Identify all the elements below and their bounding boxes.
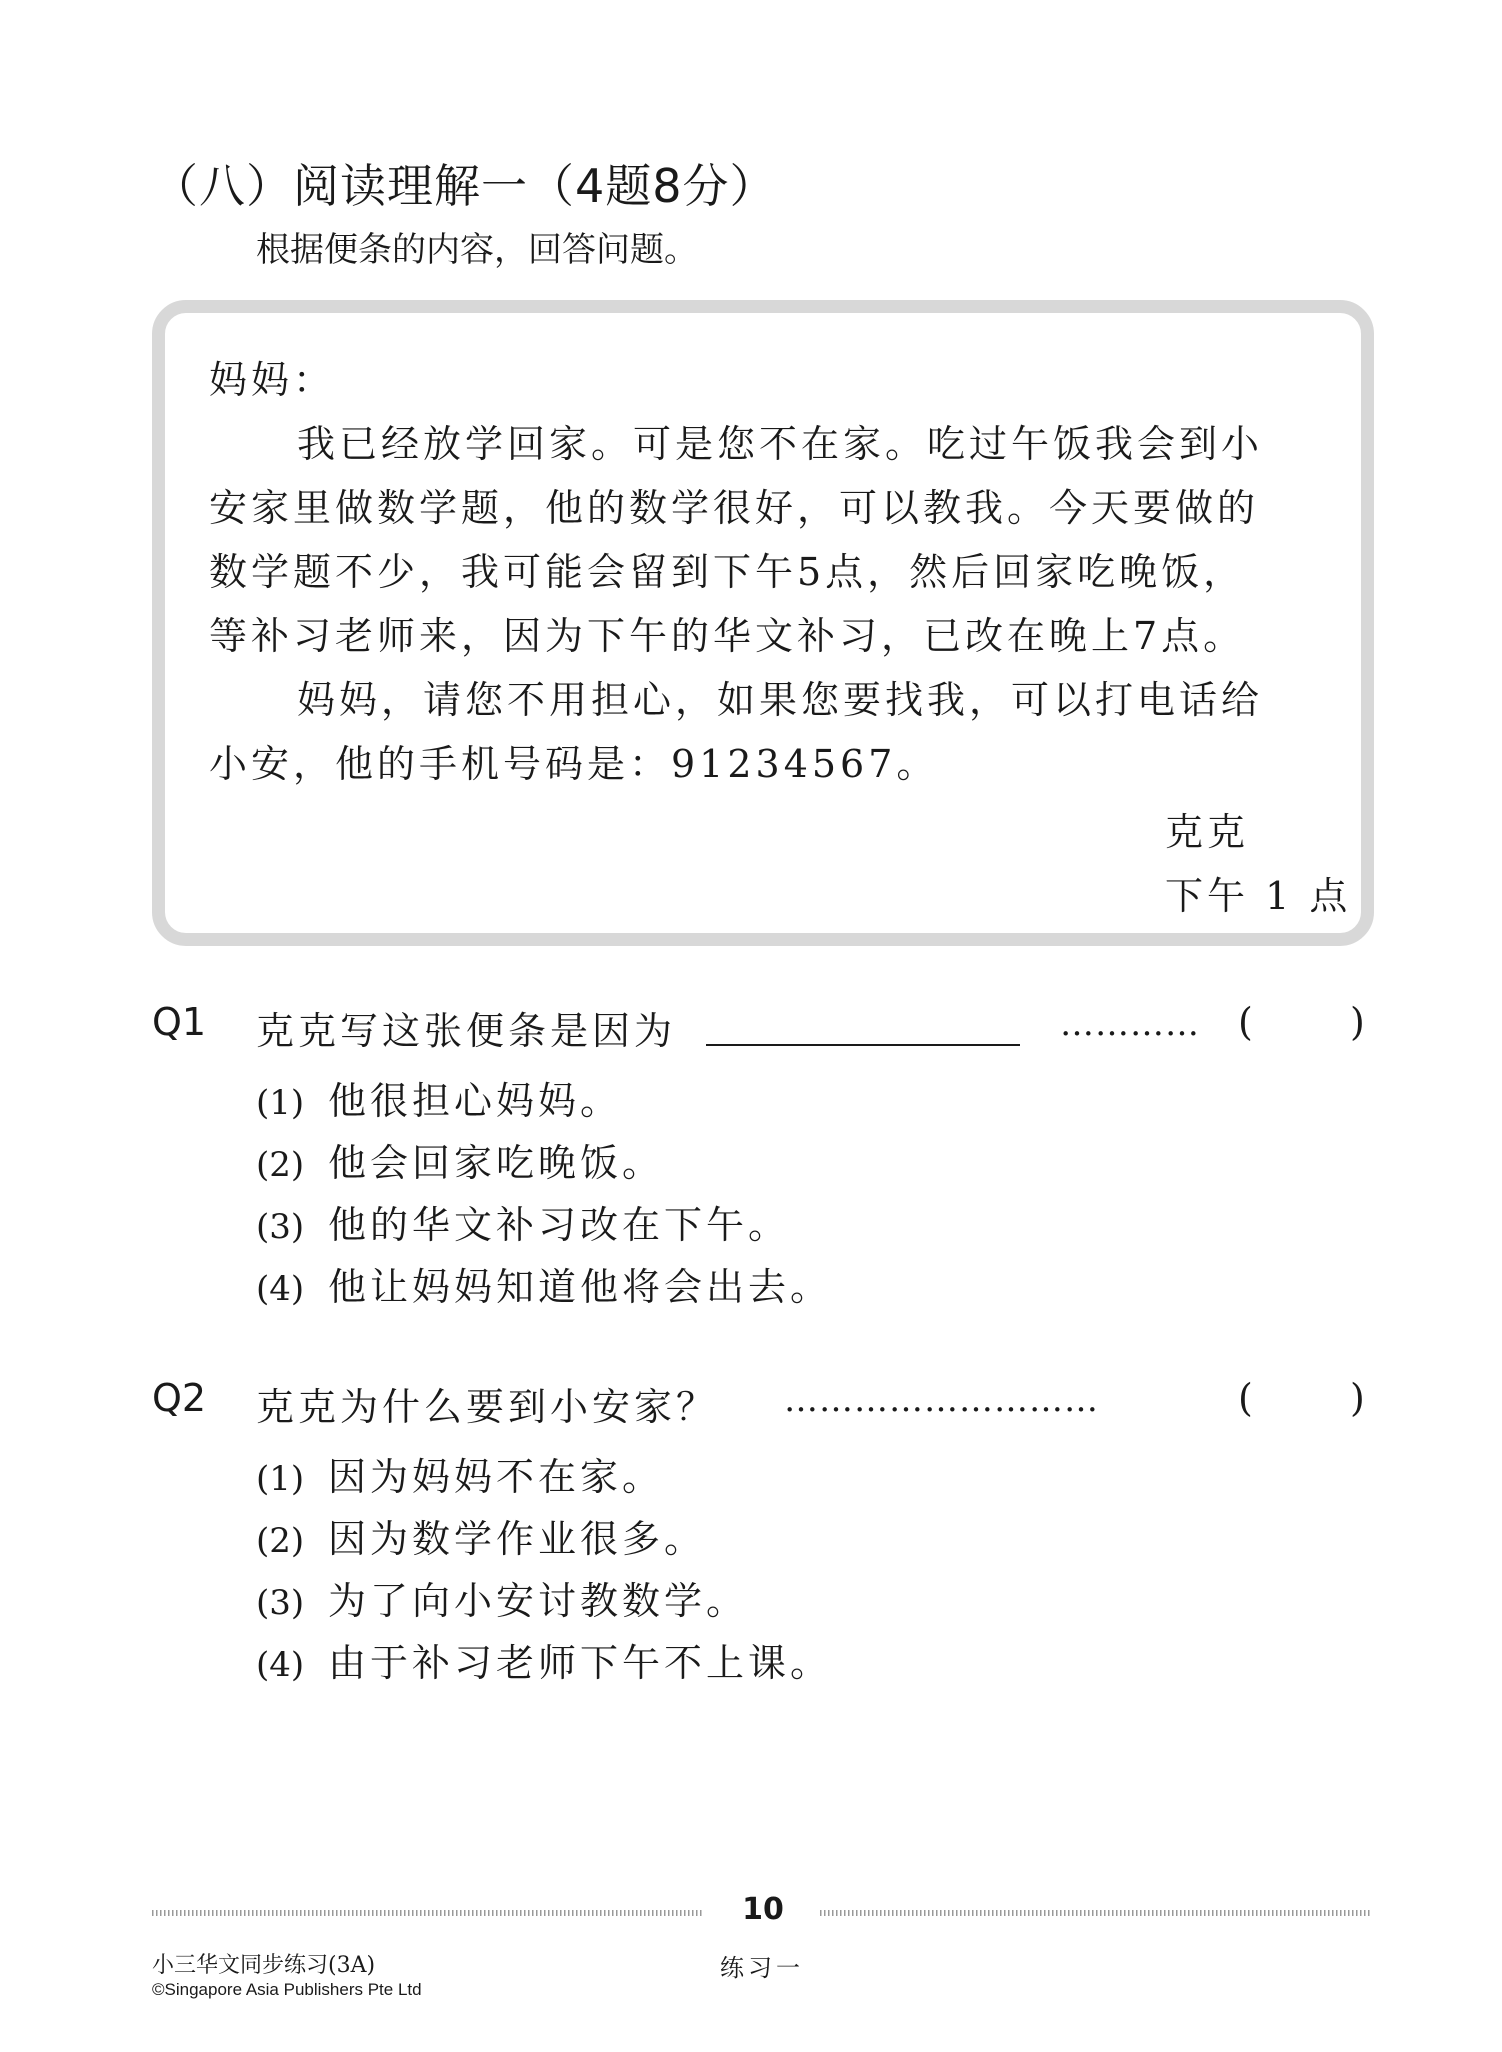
note-signature: 克克 — [1165, 810, 1250, 854]
exercise-label: 练习一 — [720, 1954, 804, 1982]
option-text: 他的华文补习改在下午。 — [328, 1203, 791, 1247]
footer-dotted-rule-right — [820, 1908, 1370, 1918]
option-text: 由于补习老师下午不上课。 — [328, 1641, 833, 1685]
option — [256, 1632, 832, 1687]
option-number: (4) — [256, 1269, 305, 1309]
answer-paren-open: ( — [1238, 1376, 1253, 1420]
option-number: (3) — [256, 1583, 305, 1623]
option-text: 他会回家吃晚饭。 — [328, 1141, 665, 1185]
page-number: 10 — [742, 1892, 784, 1927]
option — [256, 1070, 622, 1125]
leader-dots: ………… — [1060, 1004, 1200, 1044]
option-text: 他让妈妈知道他将会出去。 — [328, 1265, 833, 1309]
section-title: （八）阅读理解一（4题8分） — [152, 159, 777, 213]
note-line: 小安，他的手机号码是：91234567。 — [209, 742, 939, 786]
option — [256, 1570, 748, 1625]
copyright: ©Singapore Asia Publishers Pte Ltd — [152, 1980, 422, 1999]
note-line: 数学题不少，我可能会留到下午5点，然后回家吃晚饭， — [209, 550, 1246, 594]
question-number: Q2 — [152, 1376, 207, 1420]
option-text: 因为妈妈不在家。 — [328, 1455, 665, 1499]
question-text: 克克写这张便条是因为 — [256, 1009, 677, 1053]
note-line: 我已经放学回家。可是您不在家。吃过午饭我会到小 — [297, 422, 1264, 466]
option — [256, 1132, 664, 1187]
option-text: 他很担心妈妈。 — [328, 1079, 623, 1123]
leader-dots: ……………………… — [784, 1380, 1099, 1420]
book-title: 小三华文同步练习(3A) — [152, 1953, 376, 1978]
option — [256, 1508, 706, 1563]
answer-paren-close: ) — [1350, 1000, 1365, 1044]
note-line: 安家里做数学题，他的数学很好，可以教我。今天要做的 — [209, 486, 1260, 530]
answer-blank-line — [706, 1044, 1020, 1046]
option — [256, 1194, 790, 1249]
answer-paren-close: ) — [1350, 1376, 1365, 1420]
option-number: (1) — [256, 1083, 305, 1123]
option-text: 为了向小安讨教数学。 — [328, 1579, 749, 1623]
note-line: 妈妈，请您不用担心，如果您要找我，可以打电话给 — [297, 678, 1264, 722]
answer-paren-open: ( — [1238, 1000, 1253, 1044]
footer-dotted-rule-left — [152, 1908, 704, 1918]
option — [256, 1446, 664, 1501]
option — [256, 1256, 832, 1311]
option-number: (3) — [256, 1207, 305, 1247]
option-number: (4) — [256, 1645, 305, 1685]
option-number: (1) — [256, 1459, 305, 1499]
note-line: 等补习老师来，因为下午的华文补习，已改在晚上7点。 — [209, 614, 1246, 658]
option-text: 因为数学作业很多。 — [328, 1517, 707, 1561]
note-time: 下午 1 点 — [1165, 874, 1352, 918]
instruction: 根据便条的内容，回答问题。 — [256, 230, 698, 270]
question-number: Q1 — [152, 1000, 207, 1044]
question-text: 克克为什么要到小安家？ — [256, 1385, 719, 1429]
option-number: (2) — [256, 1145, 305, 1185]
note-salutation: 妈妈： — [209, 358, 336, 402]
option-number: (2) — [256, 1521, 305, 1561]
note-box — [152, 300, 1374, 946]
